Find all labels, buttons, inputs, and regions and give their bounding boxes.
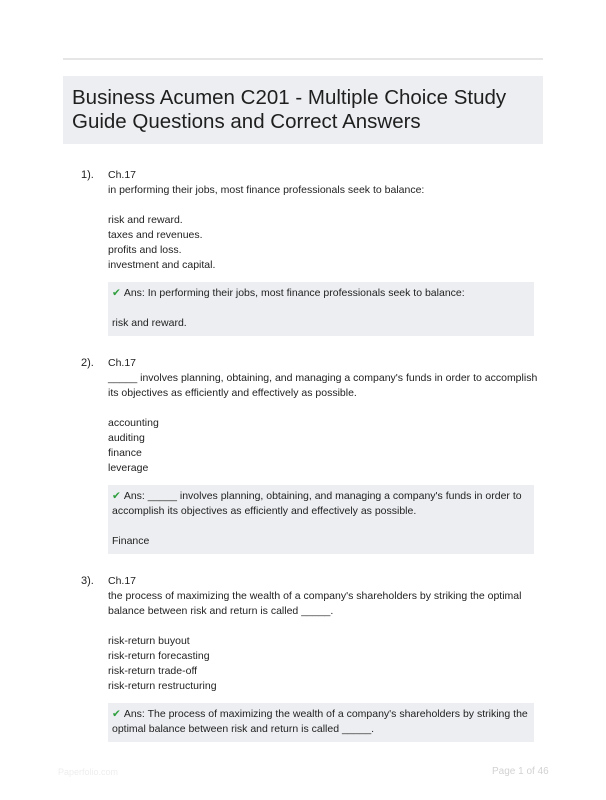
answer-box bbox=[108, 485, 534, 554]
answer-text: _____ involves planning, obtaining, and managing a company's funds in order to accomplish its objectives as efficiently and effectively as possible. bbox=[112, 490, 522, 517]
option-4: investment and capital. bbox=[108, 259, 216, 271]
answer-options bbox=[108, 416, 538, 476]
answer-prefix: Ans: bbox=[123, 708, 145, 720]
answer-text: In performing their jobs, most finance professionals seek to balance: bbox=[147, 287, 465, 299]
option-3: finance bbox=[108, 447, 142, 459]
option-2: taxes and revenues. bbox=[108, 229, 203, 241]
question-body bbox=[108, 168, 538, 336]
question-body bbox=[108, 574, 538, 742]
question-number: 1). bbox=[81, 169, 94, 181]
document-title bbox=[72, 86, 535, 134]
check-icon: ✔ bbox=[112, 708, 121, 720]
option-1: risk and reward. bbox=[108, 214, 183, 226]
option-1: accounting bbox=[108, 417, 159, 429]
answer-prefix: Ans: bbox=[123, 490, 145, 502]
answer-box bbox=[108, 703, 534, 742]
question-text: in performing their jobs, most finance professionals seek to balance: bbox=[108, 184, 425, 196]
option-4: leverage bbox=[108, 462, 149, 474]
question-text: the process of maximizing the wealth of a company's shareholders by striking the optimal balance between risk and return is called _____. bbox=[108, 590, 522, 617]
check-icon: ✔ bbox=[112, 287, 121, 299]
answer-options bbox=[108, 213, 538, 273]
answer-box bbox=[108, 282, 534, 336]
answer-prefix: Ans: bbox=[123, 287, 145, 299]
question-chapter: Ch.17 bbox=[108, 357, 137, 369]
question-chapter: Ch.17 bbox=[108, 169, 137, 181]
top-divider bbox=[63, 58, 543, 60]
option-2: risk-return forecasting bbox=[108, 650, 210, 662]
option-1: risk-return buyout bbox=[108, 635, 190, 647]
option-2: auditing bbox=[108, 432, 145, 444]
title-line-2: Guide Questions and Correct Answers bbox=[72, 110, 421, 133]
option-3: profits and loss. bbox=[108, 244, 182, 256]
question-body bbox=[108, 356, 538, 554]
question-text: _____ involves planning, obtaining, and managing a company's funds in order to accomplish its objectives as efficiently and effectively as possible. bbox=[108, 372, 538, 399]
title-banner bbox=[63, 76, 543, 144]
option-4: risk-return restructuring bbox=[108, 680, 217, 692]
option-3: risk-return trade-off bbox=[108, 665, 198, 677]
page-number: Page 1 of 46 bbox=[492, 766, 549, 777]
question-number: 3). bbox=[81, 575, 94, 587]
question-chapter: Ch.17 bbox=[108, 575, 137, 587]
answer-value: Finance bbox=[112, 535, 150, 547]
answer-value: risk and reward. bbox=[112, 317, 187, 329]
question-number: 2). bbox=[81, 357, 94, 369]
answer-text: The process of maximizing the wealth of a company's shareholders by striking the optimal balance between risk and return is called _____. bbox=[112, 708, 528, 735]
answer-options bbox=[108, 634, 538, 694]
title-line-1: Business Acumen C201 - Multiple Choice Study bbox=[72, 86, 507, 109]
check-icon: ✔ bbox=[112, 490, 121, 502]
watermark-text: Paperfolio.com bbox=[58, 767, 119, 777]
